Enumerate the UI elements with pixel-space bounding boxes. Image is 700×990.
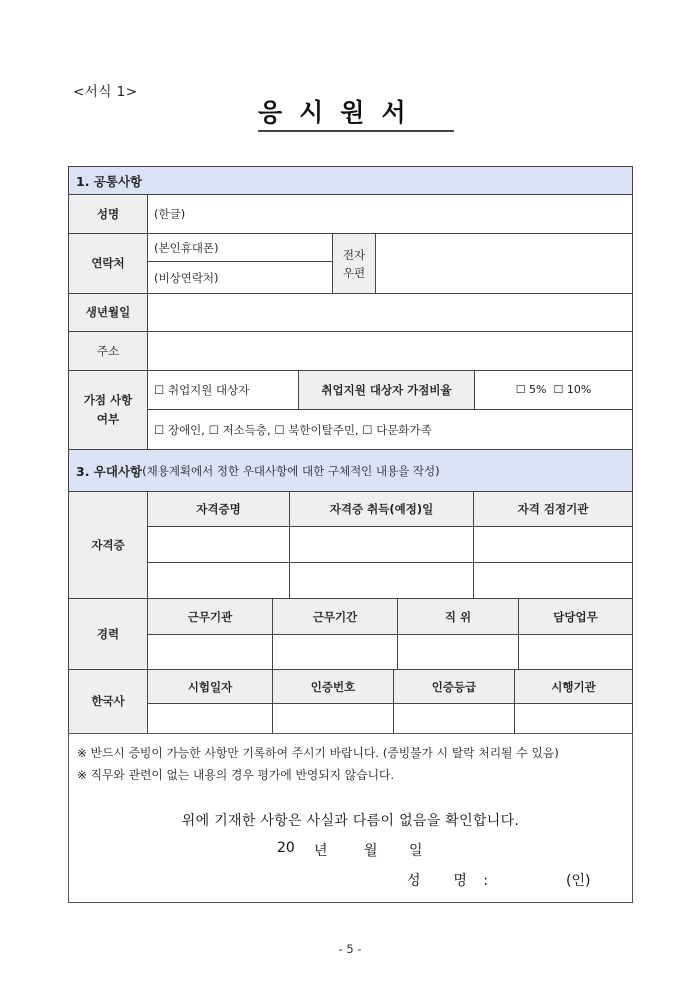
section-3-subtitle: (채용계획에서 정한 우대사항에 대한 구체적인 내용을 작성) [142, 463, 440, 478]
career-org-input[interactable] [147, 634, 273, 670]
email-label-line1: 전자 [342, 247, 366, 262]
birthdate-input[interactable] [147, 293, 633, 332]
career-col-period: 근무기간 [272, 598, 398, 635]
contact-label: 연락처 [68, 233, 148, 294]
signature-name-label: 성 명 : [407, 873, 489, 889]
form-number-label: <서식 1> [73, 84, 138, 100]
address-input[interactable] [147, 331, 633, 371]
date-year-prefix: 20 [277, 840, 295, 856]
other-bonus-options: ☐ 장애인, ☐ 저소득층, ☐ 북한이탈주민, ☐ 다문화가족 [154, 422, 432, 437]
date-month-label: 월 [364, 843, 378, 859]
korean-history-label: 한국사 [68, 669, 148, 734]
name-placeholder: (한글) [154, 207, 186, 221]
career-period-input[interactable] [272, 634, 398, 670]
bonus-points-label-line1: 가점 사항 [83, 393, 133, 407]
career-position-input[interactable] [397, 634, 519, 670]
bonus-points-label [68, 370, 148, 450]
confirmation-statement: 위에 기재한 사항은 사실과 다름이 없음을 확인합니다. [181, 813, 520, 829]
birthdate-label: 생년월일 [68, 293, 148, 332]
name-input[interactable] [147, 194, 633, 234]
emergency-contact-input[interactable] [147, 261, 333, 294]
page-number: - 5 - [338, 942, 362, 956]
mobile-phone-placeholder: (본인휴대폰) [154, 240, 219, 255]
cert-row2-name-input[interactable] [147, 562, 290, 599]
date-year-label: 년 [314, 843, 328, 859]
bonus-ratio-checkboxes[interactable] [474, 370, 633, 410]
emergency-contact-placeholder: (비상연락처) [154, 270, 219, 285]
cert-row1-issuer-input[interactable] [473, 526, 633, 563]
bonus-points-label-line2: 여부 [96, 412, 120, 426]
career-col-position: 직 위 [397, 598, 519, 635]
cert-row2-date-input[interactable] [289, 562, 474, 599]
kh-col-exam-date: 시험일자 [147, 669, 273, 704]
date-day-label: 일 [409, 843, 423, 859]
section-3-header [68, 449, 633, 492]
bonus-ratio-options: ☐ 5% ☐ 10% [515, 383, 592, 396]
certificates-label: 자격증 [68, 491, 148, 599]
name-label: 성명 [68, 194, 148, 234]
notes-signature-box [68, 733, 633, 903]
note-relevance: ※ 직무와 관련이 없는 내용의 경우 평가에 반영되지 않습니다. [77, 768, 395, 782]
page-title: 응시원서 [258, 98, 454, 132]
cert-row2-issuer-input[interactable] [473, 562, 633, 599]
employment-support-checkbox[interactable] [147, 370, 299, 410]
career-col-duty: 담당업무 [518, 598, 633, 635]
address-label: 주소 [68, 331, 148, 371]
other-bonus-checkboxes[interactable] [147, 409, 633, 450]
email-input[interactable] [375, 233, 633, 294]
kh-cert-number-input[interactable] [272, 703, 394, 734]
kh-col-organizer: 시행기관 [514, 669, 633, 704]
kh-grade-input[interactable] [393, 703, 515, 734]
section-1-header [68, 166, 633, 195]
kh-col-grade: 인증등급 [393, 669, 515, 704]
email-label-line2: 우편 [342, 265, 366, 280]
career-col-org: 근무기관 [147, 598, 273, 635]
employment-support-text: ☐ 취업지원 대상자 [154, 383, 250, 397]
career-duty-input[interactable] [518, 634, 633, 670]
cert-col-name: 자격증명 [147, 491, 290, 527]
cert-row1-date-input[interactable] [289, 526, 474, 563]
bonus-ratio-label: 취업지원 대상자 가점비율 [298, 370, 475, 410]
kh-organizer-input[interactable] [514, 703, 633, 734]
section-1-title: 1. 공통사항 [76, 173, 143, 189]
section-3-title: 3. 우대사항 [76, 463, 143, 479]
cert-col-issuer: 자격 검정기관 [473, 491, 633, 527]
cert-row1-name-input[interactable] [147, 526, 290, 563]
kh-exam-date-input[interactable] [147, 703, 273, 734]
mobile-phone-input[interactable] [147, 233, 333, 262]
note-evidence: ※ 반드시 증빙이 가능한 사항만 기록하여 주시기 바랍니다. (증빙불가 시 탈락 처리될 수 있음) [77, 746, 559, 760]
cert-col-date: 자격증 취득(예정)일 [289, 491, 474, 527]
kh-col-cert-number: 인증번호 [272, 669, 394, 704]
career-label: 경력 [68, 598, 148, 670]
seal-mark: (인) [566, 873, 591, 889]
email-label [332, 233, 376, 294]
